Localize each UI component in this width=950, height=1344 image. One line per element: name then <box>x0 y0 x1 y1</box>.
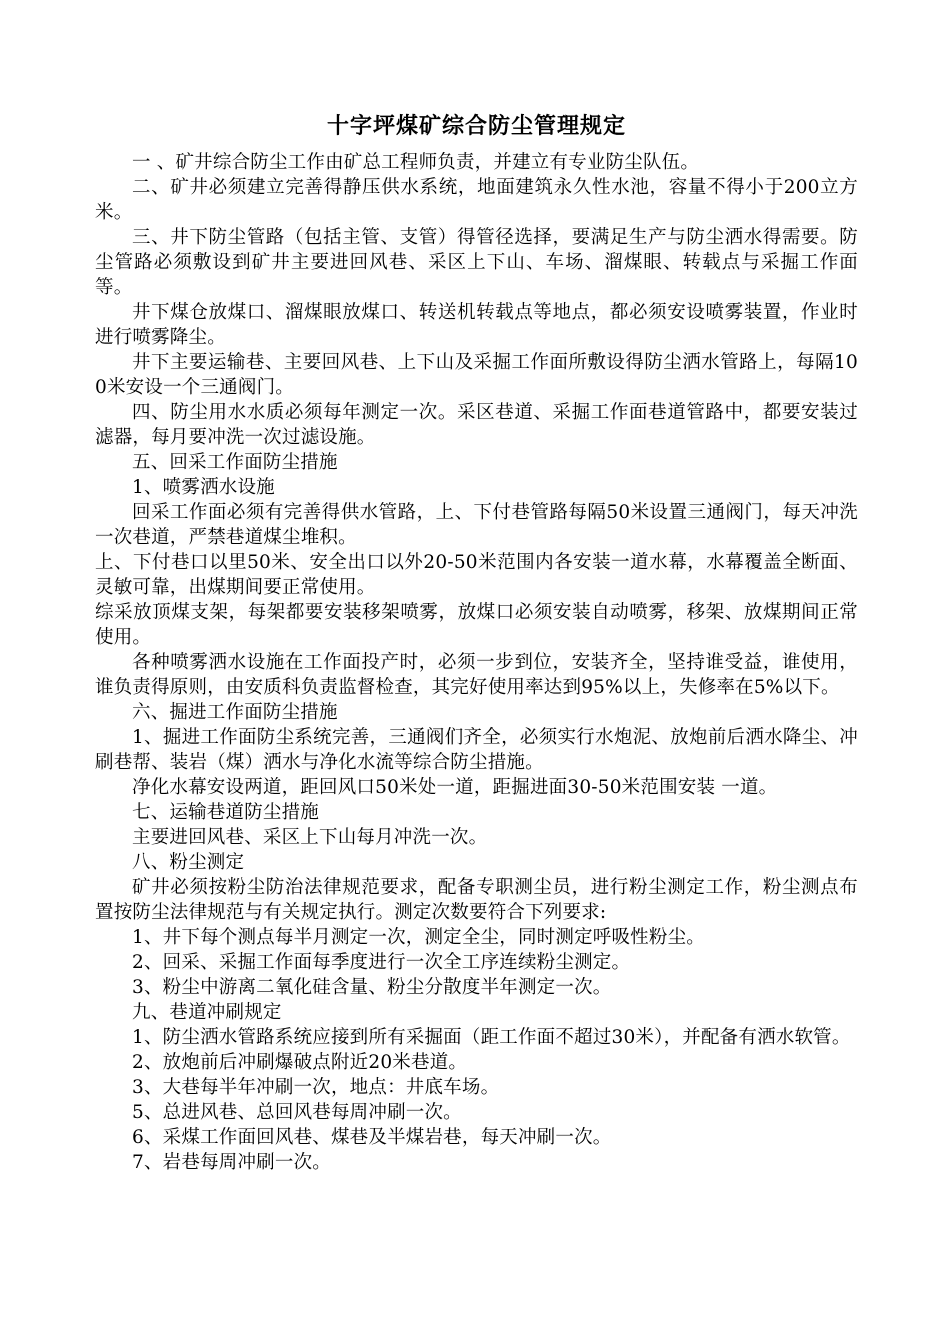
paragraph: 井下煤仓放煤口、溜煤眼放煤口、转送机转载点等地点，都必须安设喷雾装置，作业时进行喷雾降尘。 <box>95 302 858 348</box>
paragraph: 上、下付巷口以里50米、安全出口以外20-50米范围内各安装一道水幕，水幕覆盖全断面、灵敏可靠，出煤期间要正常使用。 <box>95 552 858 598</box>
paragraph: 八、粉尘测定 <box>132 852 245 873</box>
paragraph: 各种喷雾洒水设施在工作面投产时，必须一步到位，安装齐全，坚持谁受益，谁使用，谁负责得原则，由安质科负责监督检查，其完好使用率达到95%以上，失修率在5%以下。 <box>95 652 858 698</box>
paragraph: 5、总进风巷、总回风巷每周冲刷一次。 <box>132 1102 462 1123</box>
paragraph: 3、粉尘中游离二氧化硅含量、粉尘分散度半年测定一次。 <box>132 977 612 998</box>
paragraph: 六、掘进工作面防尘措施 <box>132 702 338 723</box>
paragraph: 净化水幕安设两道，距回风口50米处一道，距掘进面30-50米范围安装 一道。 <box>132 777 778 798</box>
paragraph: 井下主要运输巷、主要回风巷、上下山及采掘工作面所敷设得防尘洒水管路上，每隔100米安设一个三通阀门。 <box>95 352 858 398</box>
paragraph: 3、大巷每半年冲刷一次，地点：井底车场。 <box>132 1077 500 1098</box>
paragraph: 1、井下每个测点每半月测定一次，测定全尘，同时测定呼吸性粉尘。 <box>132 927 705 948</box>
paragraph: 1、掘进工作面防尘系统完善，三通阀们齐全，必须实行水炮泥、放炮前后洒水降尘、冲刷巷帮、装岩（煤）洒水与净化水流等综合防尘措施。 <box>95 727 858 773</box>
paragraph: 七、运输巷道防尘措施 <box>132 802 320 823</box>
paragraph: 主要进回风巷、采区上下山每月冲洗一次。 <box>132 827 488 848</box>
paragraph: 综采放顶煤支架，每架都要安装移架喷雾，放煤口必须安装自动喷雾，移架、放煤期间正常使用。 <box>95 602 858 648</box>
paragraph: 五、回采工作面防尘措施 <box>132 452 338 473</box>
paragraph: 一 、矿井综合防尘工作由矿总工程师负责，并建立有专业防尘队伍。 <box>132 152 700 173</box>
paragraph: 四、防尘用水水质必须每年测定一次。采区巷道、采掘工作面巷道管路中，都要安装过滤器，每月要冲洗一次过滤设施。 <box>95 402 858 448</box>
paragraph: 6、采煤工作面回风巷、煤巷及半煤岩巷，每天冲刷一次。 <box>132 1127 612 1148</box>
paragraph: 九、巷道冲刷规定 <box>132 1002 282 1023</box>
paragraph: 矿井必须按粉尘防治法律规范要求，配备专职测尘员，进行粉尘测定工作，粉尘测点布置按防尘法律规范与有关规定执行。测定次数要符合下列要求: <box>95 877 858 923</box>
paragraph: 回采工作面必须有完善得供水管路，上、下付巷管路每隔50米设置三通阀门，每天冲洗一次巷道，严禁巷道煤尘堆积。 <box>95 502 859 548</box>
paragraph: 二、矿井必须建立完善得静压供水系统，地面建筑永久性水池，容量不得小于200立方米。 <box>95 177 858 223</box>
paragraph: 2、回采、采掘工作面每季度进行一次全工序连续粉尘测定。 <box>132 952 631 973</box>
paragraph: 1、防尘洒水管路系统应接到所有采掘面（距工作面不超过30米），并配备有洒水软管。 <box>132 1027 851 1048</box>
paragraph: 1、喷雾洒水设施 <box>132 477 275 498</box>
paragraph: 2、放炮前后冲刷爆破点附近20米巷道。 <box>132 1052 468 1073</box>
paragraph: 三、井下防尘管路（包括主管、支管）得管径选择，要满足生产与防尘洒水得需要。防尘管路必须敷设到矿井主要进回风巷、采区上下山、车场、溜煤眼、转载点与采掘工作面等。 <box>95 227 858 298</box>
paragraph: 7、岩巷每周冲刷一次。 <box>132 1152 331 1173</box>
document-body <box>95 150 858 1175</box>
document-title: 十字坪煤矿综合防尘管理规定 <box>326 114 626 139</box>
